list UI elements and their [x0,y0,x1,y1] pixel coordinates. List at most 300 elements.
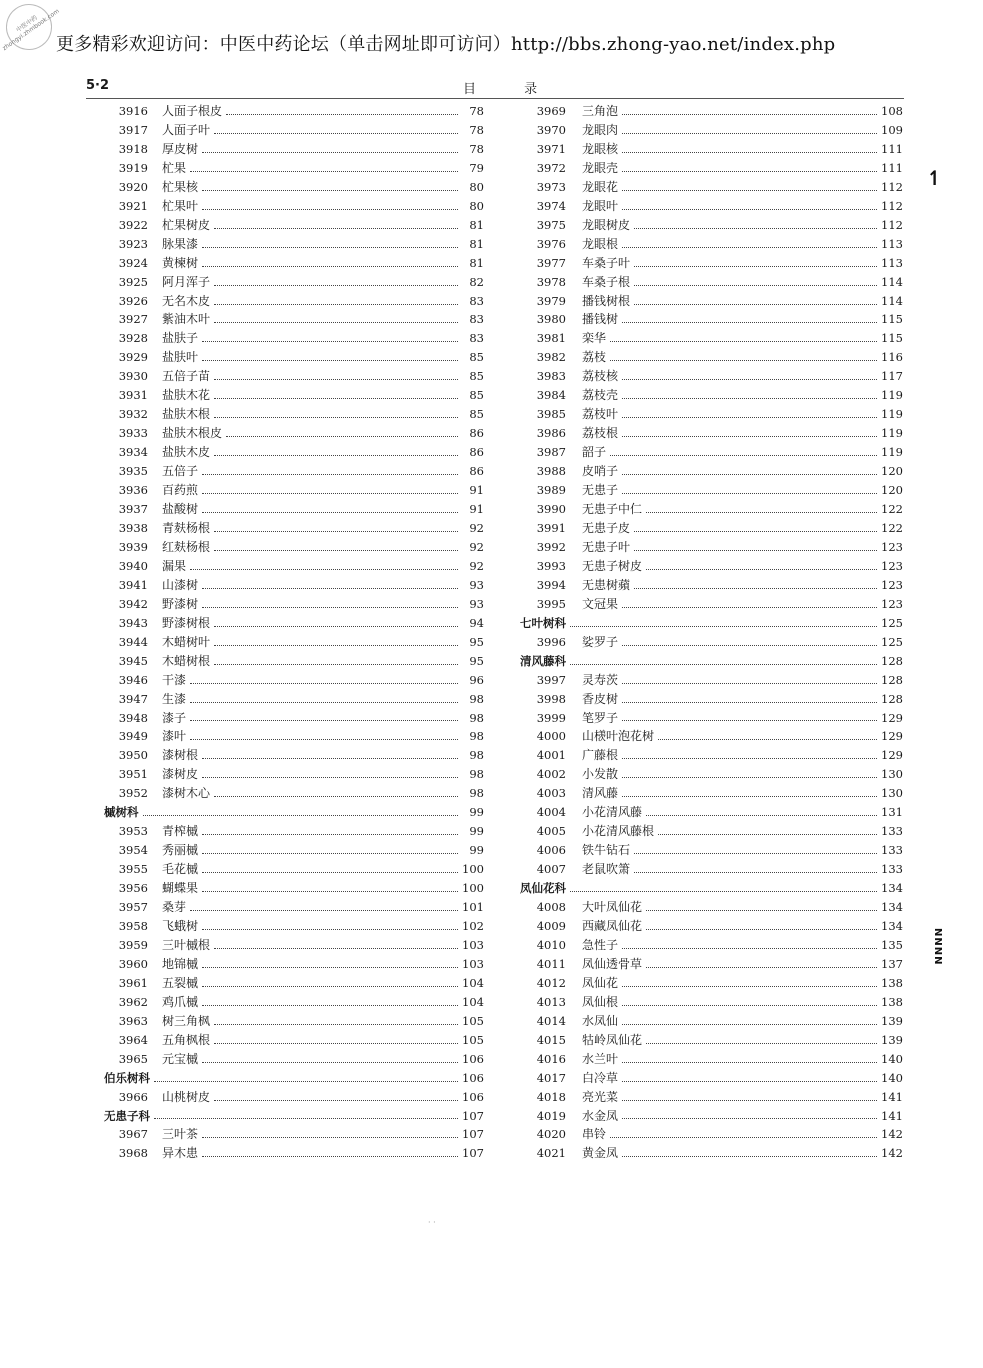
entry-number: 3966 [118,1089,148,1104]
toc-entry[interactable] [104,367,484,386]
entry-page: 122 [881,502,903,517]
leader-dots [622,1062,877,1063]
toc-entry[interactable] [520,746,903,765]
toc-entry[interactable] [104,557,484,576]
toc-entry[interactable] [104,121,484,140]
entry-page: 108 [881,104,903,118]
toc-entry[interactable] [520,329,903,348]
entry-number: 3990 [536,502,566,517]
entry-number: 4016 [536,1051,566,1066]
leader-dots [646,815,877,816]
toc-entry[interactable] [520,405,903,424]
entry-name: 紫油木叶 [162,312,211,327]
entry-name: 蝴蝶果 [162,881,199,896]
toc-entry[interactable] [520,917,903,936]
toc-entry[interactable] [520,765,903,784]
toc-entry[interactable] [104,519,484,538]
leader-dots [202,360,458,361]
toc-entry[interactable] [104,1088,484,1107]
entry-page: 98 [469,729,484,744]
entry-number: 4017 [536,1070,566,1085]
toc-entry[interactable] [104,348,484,367]
entry-number: 3928 [118,331,148,346]
site-banner-link[interactable]: 更多精彩欢迎访问：中医中药论坛（单击网址即可访问）http://bbs.zhong-yao.net/index.php [56,34,836,55]
toc-entry[interactable] [104,822,484,841]
toc-entry[interactable] [520,102,903,121]
entry-number: 4002 [536,767,566,782]
toc-entry[interactable] [104,292,484,311]
leader-dots [202,1156,458,1157]
toc-entry[interactable] [104,386,484,405]
toc-entry[interactable] [520,1144,903,1163]
toc-entry[interactable] [520,709,903,728]
leader-dots [622,1081,877,1082]
toc-entry[interactable] [520,1125,903,1144]
leader-dots [622,645,877,646]
toc-entry[interactable] [104,595,484,614]
leader-dots [214,417,458,418]
toc-entry[interactable] [520,898,903,917]
toc-entry[interactable] [104,690,484,709]
toc-entry[interactable] [520,235,903,254]
leader-dots [622,986,877,987]
entry-name: 野漆树 [162,596,199,611]
entry-page: 128 [881,653,903,668]
toc-entry[interactable] [520,633,903,652]
toc-entry[interactable] [520,462,903,481]
family-name: 槭树科 [104,805,139,820]
leader-dots [202,777,458,778]
entry-number: 3965 [118,1051,148,1066]
entry-page: 119 [881,388,903,403]
toc-entry[interactable] [104,159,484,178]
entry-number: 3950 [118,748,148,763]
toc-entry[interactable] [520,1012,903,1031]
entry-number: 3964 [118,1032,148,1047]
entry-number: 3923 [118,236,148,251]
toc-entry[interactable] [104,1012,484,1031]
entry-page: 85 [469,388,484,403]
toc-entry[interactable] [104,140,484,159]
entry-page: 135 [881,937,903,952]
entry-page: 134 [881,900,903,915]
entry-name: 山檨叶泡花树 [582,729,655,744]
entry-number: 3991 [536,520,566,535]
entry-number: 3952 [118,786,148,801]
toc-entry[interactable] [104,633,484,652]
leader-dots [634,853,877,854]
toc-family-heading[interactable] [520,879,903,898]
toc-entry[interactable] [104,235,484,254]
toc-entry[interactable] [520,727,903,746]
entry-page: 112 [881,217,903,232]
entry-name: 龙眼叶 [582,198,619,213]
entry-name: 青麸杨根 [162,520,211,535]
toc-entry[interactable] [104,955,484,974]
toc-family-heading[interactable] [104,803,484,822]
entry-page: 92 [469,558,484,573]
toc-entry[interactable] [520,557,903,576]
toc-left-column [104,102,484,1163]
toc-entry[interactable] [520,1050,903,1069]
leader-dots [214,1024,458,1025]
leader-dots [622,493,877,494]
entry-name: 飞蛾树 [162,918,199,933]
entry-name: 树三角枫 [162,1013,211,1028]
leader-dots [622,1005,877,1006]
toc-entry[interactable] [520,443,903,462]
toc-entry[interactable] [104,576,484,595]
toc-entry[interactable] [104,1144,484,1163]
toc-entry[interactable] [520,121,903,140]
entry-number: 4009 [536,918,566,933]
entry-name: 盐肤木根皮 [162,426,223,441]
leader-dots [214,626,458,627]
entry-name: 凤仙花 [582,975,619,990]
entry-name: 无患子皮 [582,520,631,535]
toc-entry[interactable] [520,424,903,443]
entry-name: 灵寿茨 [582,672,619,687]
toc-entry[interactable] [104,178,484,197]
leader-dots [570,626,877,627]
entry-number: 3920 [118,179,148,194]
toc-entry[interactable] [520,538,903,557]
leader-dots [190,171,458,172]
entry-name: 漆叶 [162,729,187,744]
entry-name: 车桑子根 [582,274,631,289]
toc-entry[interactable] [520,386,903,405]
toc-entry[interactable] [520,841,903,860]
entry-page: 103 [462,956,484,971]
toc-entry[interactable] [520,576,903,595]
entry-page: 139 [881,1032,903,1047]
leader-dots [214,228,458,229]
leader-dots [622,758,877,759]
toc-entry[interactable] [520,310,903,329]
toc-entry[interactable] [520,254,903,273]
entry-name: 荔枝叶 [582,407,619,422]
toc-entry[interactable] [104,405,484,424]
entry-name: 脉果漆 [162,236,199,251]
entry-number: 4006 [536,843,566,858]
toc-entry[interactable] [520,784,903,803]
toc-entry[interactable] [104,1125,484,1144]
entry-name: 凤仙透骨草 [582,956,643,971]
toc-entry[interactable] [104,765,484,784]
entry-name: 生漆 [162,691,187,706]
leader-dots [190,569,458,570]
entry-page: 98 [469,710,484,725]
entry-number: 3978 [536,274,566,289]
toc-entry[interactable] [104,1050,484,1069]
toc-entry[interactable] [520,519,903,538]
leader-dots [610,341,877,342]
entry-number: 3919 [118,160,148,175]
entry-page: 123 [881,539,903,554]
entry-number: 3983 [536,369,566,384]
leader-dots [190,702,458,703]
toc-entry[interactable] [104,671,484,690]
entry-number: 3981 [536,331,566,346]
entry-page: 106 [462,1070,484,1085]
leader-dots [622,152,877,153]
entry-number: 3959 [118,937,148,952]
entry-number: 3930 [118,369,148,384]
entry-page: 91 [469,483,484,498]
toc-entry[interactable] [104,614,484,633]
entry-number: 3924 [118,255,148,270]
entry-name: 广藤根 [582,748,619,763]
entry-page: 107 [462,1108,484,1123]
leader-dots [658,834,877,835]
leader-dots [202,986,458,987]
toc-entry[interactable] [104,727,484,746]
entry-number: 4019 [536,1108,566,1123]
toc-entry[interactable] [104,273,484,292]
entry-name: 漆树木心 [162,786,211,801]
leader-dots [622,247,877,248]
leader-dots [214,550,458,551]
entry-name: 秀丽槭 [162,843,199,858]
toc-family-heading[interactable] [104,1069,484,1088]
toc-entry[interactable] [104,709,484,728]
toc-entry[interactable] [520,671,903,690]
toc-entry[interactable] [520,860,903,879]
leader-dots [622,607,877,608]
leader-dots [658,739,877,740]
family-name: 七叶树科 [520,615,566,630]
entry-page: 140 [881,1070,903,1085]
toc-entry[interactable] [104,1031,484,1050]
entry-number: 3929 [118,350,148,365]
entry-page: 83 [469,312,484,327]
entry-name: 青榨槭 [162,824,199,839]
entry-number: 3954 [118,843,148,858]
toc-entry[interactable] [104,197,484,216]
entry-name: 无患子叶 [582,539,631,554]
entry-page: 95 [469,634,484,649]
entry-number: 4008 [536,900,566,915]
toc-entry[interactable] [520,500,903,519]
toc-entry[interactable] [520,595,903,614]
entry-name: 鸡爪槭 [162,994,199,1009]
entry-number: 3993 [536,558,566,573]
toc-family-heading[interactable] [520,652,903,671]
toc-entry[interactable] [520,197,903,216]
toc-entry[interactable] [104,424,484,443]
toc-entry[interactable] [104,481,484,500]
entry-page: 128 [881,691,903,706]
toc-entry[interactable] [520,273,903,292]
leader-dots [622,683,877,684]
leader-dots [214,664,458,665]
entry-page: 131 [881,805,903,820]
leader-dots [622,322,877,323]
toc-entry[interactable] [520,292,903,311]
leader-dots [622,114,877,115]
leader-dots [214,455,458,456]
toc-entry[interactable] [104,443,484,462]
leader-dots [214,531,458,532]
entry-number: 3953 [118,824,148,839]
entry-number: 3935 [118,464,148,479]
entry-page: 100 [462,862,484,877]
entry-name: 小花清风藤根 [582,824,655,839]
entry-page: 85 [469,407,484,422]
toc-entry[interactable] [520,481,903,500]
scan-speck: · · [428,1218,436,1227]
toc-entry[interactable] [520,216,903,235]
leader-dots [202,1137,458,1138]
toc-entry[interactable] [520,803,903,822]
leader-dots [202,247,458,248]
toc-entry[interactable] [520,974,903,993]
toc-entry[interactable] [104,841,484,860]
toc-entry[interactable] [104,917,484,936]
leader-dots [154,1081,458,1082]
entry-number: 3984 [536,388,566,403]
entry-page: 141 [881,1108,903,1123]
entry-name: 娑罗子 [582,634,619,649]
leader-dots [226,114,458,115]
entry-number: 3969 [536,104,566,118]
leader-dots [622,436,877,437]
entry-name: 人面子叶 [162,122,211,137]
entry-page: 112 [881,198,903,213]
toc-entry[interactable] [520,140,903,159]
toc-entry[interactable] [104,538,484,557]
entry-page: 113 [881,236,903,251]
entry-name: 小发散 [582,767,619,782]
entry-name: 无患子树皮 [582,558,643,573]
toc-entry[interactable] [520,367,903,386]
toc-entry[interactable] [104,993,484,1012]
toc-entry[interactable] [520,1088,903,1107]
toc-entry[interactable] [104,879,484,898]
entry-name: 木蜡树根 [162,653,211,668]
entry-page: 104 [462,994,484,1009]
entry-name: 急性子 [582,937,619,952]
toc-entry[interactable] [520,955,903,974]
entry-name: 山桃树皮 [162,1089,211,1104]
entry-number: 3982 [536,350,566,365]
entry-page: 104 [462,975,484,990]
entry-number: 3992 [536,539,566,554]
entry-page: 117 [881,369,903,384]
entry-page: 112 [881,179,903,194]
leader-dots [634,228,877,229]
leader-dots [634,285,877,286]
entry-page: 125 [881,615,903,630]
entry-page: 86 [469,464,484,479]
entry-page: 114 [881,274,903,289]
toc-entry[interactable] [520,1069,903,1088]
entry-name: 桑芽 [162,900,187,915]
entry-name: 龙眼核 [582,141,619,156]
edge-mark-top: ↿ [926,166,943,190]
entry-page: 92 [469,539,484,554]
entry-page: 111 [881,160,903,175]
toc-entry[interactable] [104,500,484,519]
toc-entry[interactable] [104,784,484,803]
entry-page: 103 [462,937,484,952]
entry-number: 4003 [536,786,566,801]
toc-entry[interactable] [520,690,903,709]
toc-entry[interactable] [104,746,484,765]
toc-entry[interactable] [104,216,484,235]
entry-number: 3997 [536,672,566,687]
entry-number: 3940 [118,558,148,573]
toc-entry[interactable] [104,102,484,121]
entry-number: 3944 [118,634,148,649]
entry-number: 3977 [536,255,566,270]
entry-name: 三叶茶 [162,1127,199,1142]
entry-name: 三叶槭根 [162,937,211,952]
toc-entry[interactable] [520,159,903,178]
leader-dots [622,702,877,703]
leader-dots [634,266,877,267]
entry-page: 94 [469,615,484,630]
toc-right-column [520,102,903,1163]
toc-entry[interactable] [104,652,484,671]
toc-entry[interactable] [104,310,484,329]
entry-number: 3933 [118,426,148,441]
entry-number: 3968 [118,1146,148,1161]
toc-entry[interactable] [104,254,484,273]
entry-number: 3974 [536,198,566,213]
leader-dots [202,474,458,475]
entry-name: 五倍子 [162,464,199,479]
toc-entry[interactable] [104,860,484,879]
entry-page: 106 [462,1051,484,1066]
entry-number: 3939 [118,539,148,554]
toc-entry[interactable] [104,974,484,993]
toc-entry[interactable] [104,329,484,348]
leader-dots [570,891,877,892]
toc-entry[interactable] [520,348,903,367]
toc-entry[interactable] [104,462,484,481]
toc-entry[interactable] [520,822,903,841]
toc-entry[interactable] [104,936,484,955]
toc-entry[interactable] [520,993,903,1012]
entry-number: 3980 [536,312,566,327]
toc-entry[interactable] [520,1107,903,1126]
entry-number: 3986 [536,426,566,441]
entry-page: 99 [469,805,484,820]
toc-entry[interactable] [520,1031,903,1050]
toc-entry[interactable] [104,898,484,917]
entry-name: 笔罗子 [582,710,619,725]
entry-page: 122 [881,520,903,535]
leader-dots [622,777,877,778]
entry-number: 3951 [118,767,148,782]
entry-page: 129 [881,710,903,725]
entry-name: 阿月浑子 [162,274,211,289]
entry-page: 91 [469,502,484,517]
entry-page: 115 [881,331,903,346]
toc-family-heading[interactable] [520,614,903,633]
entry-name: 盐肤子 [162,331,199,346]
toc-entry[interactable] [520,936,903,955]
family-name: 伯乐树科 [104,1070,150,1085]
toc-entry[interactable] [520,178,903,197]
entry-name: 地锦槭 [162,956,199,971]
toc-family-heading[interactable] [104,1107,484,1126]
entry-name: 盐肤木皮 [162,445,211,460]
entry-name: 盐肤木花 [162,388,211,403]
entry-page: 92 [469,520,484,535]
entry-page: 80 [469,198,484,213]
